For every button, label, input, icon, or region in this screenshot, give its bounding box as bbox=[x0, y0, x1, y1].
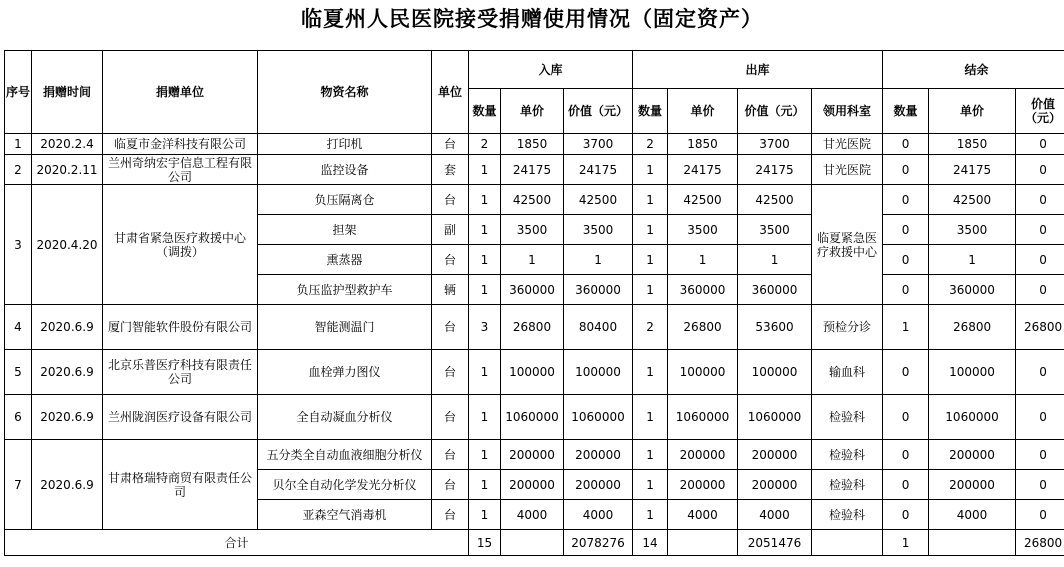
in-price-cell: 1060000 bbox=[501, 395, 564, 440]
out-value-cell: 3500 bbox=[738, 215, 812, 245]
total-bal-qty: 1 bbox=[883, 530, 929, 556]
in-value-cell: 1 bbox=[564, 245, 633, 275]
in-qty-cell: 1 bbox=[469, 350, 501, 395]
empty-cell bbox=[668, 530, 738, 556]
in-price-cell: 200000 bbox=[501, 470, 564, 500]
bal-price-cell: 1850 bbox=[929, 134, 1016, 155]
bal-price-cell: 3500 bbox=[929, 215, 1016, 245]
dept-cell: 检验科 bbox=[812, 395, 883, 440]
header-donor: 捐赠单位 bbox=[103, 51, 258, 134]
bal-value-cell: 0 bbox=[1016, 185, 1064, 215]
in-value-cell: 200000 bbox=[564, 440, 633, 470]
in-qty-cell: 1 bbox=[469, 155, 501, 185]
item-name-cell: 监控设备 bbox=[258, 155, 432, 185]
seq-cell: 7 bbox=[5, 440, 32, 530]
empty-cell bbox=[929, 530, 1016, 556]
out-qty-cell: 1 bbox=[633, 440, 668, 470]
header-seq: 序号 bbox=[5, 51, 32, 134]
bal-qty-cell: 0 bbox=[883, 350, 929, 395]
out-qty-cell: 1 bbox=[633, 215, 668, 245]
bal-qty-cell: 0 bbox=[883, 134, 929, 155]
donation-table bbox=[4, 50, 1064, 556]
out-value-cell: 4000 bbox=[738, 500, 812, 530]
bal-price-cell: 24175 bbox=[929, 155, 1016, 185]
out-qty-cell: 1 bbox=[633, 155, 668, 185]
table-row bbox=[5, 185, 1064, 215]
out-qty-cell: 1 bbox=[633, 185, 668, 215]
header-in-price: 单价 bbox=[501, 89, 564, 134]
in-price-cell: 42500 bbox=[501, 185, 564, 215]
in-qty-cell: 1 bbox=[469, 275, 501, 305]
out-qty-cell: 1 bbox=[633, 395, 668, 440]
header-date: 捐赠时间 bbox=[32, 51, 103, 134]
out-price-cell: 100000 bbox=[668, 350, 738, 395]
donor-cell: 厦门智能软件股份有限公司 bbox=[103, 305, 258, 350]
bal-qty-cell: 0 bbox=[883, 275, 929, 305]
page-title: 临夏州人民医院接受捐赠使用情况（固定资产） bbox=[301, 7, 763, 31]
total-in-qty: 15 bbox=[469, 530, 501, 556]
bal-value-cell: 0 bbox=[1016, 245, 1064, 275]
seq-cell: 6 bbox=[5, 395, 32, 440]
table-row bbox=[5, 440, 1064, 470]
item-name-cell: 智能测温门 bbox=[258, 305, 432, 350]
item-name-cell: 亚森空气消毒机 bbox=[258, 500, 432, 530]
date-cell: 2020.6.9 bbox=[32, 350, 103, 395]
out-value-cell: 53600 bbox=[738, 305, 812, 350]
dept-cell: 检验科 bbox=[812, 440, 883, 470]
out-price-cell: 24175 bbox=[668, 155, 738, 185]
out-price-cell: 3500 bbox=[668, 215, 738, 245]
unit-cell: 台 bbox=[432, 500, 469, 530]
header-row-1 bbox=[5, 51, 1064, 89]
out-price-cell: 1060000 bbox=[668, 395, 738, 440]
out-qty-cell: 1 bbox=[633, 245, 668, 275]
out-value-cell: 3700 bbox=[738, 134, 812, 155]
bal-price-cell: 42500 bbox=[929, 185, 1016, 215]
date-cell: 2020.2.4 bbox=[32, 134, 103, 155]
in-qty-cell: 1 bbox=[469, 185, 501, 215]
header-in-value: 价值（元） bbox=[564, 89, 633, 134]
out-price-cell: 200000 bbox=[668, 470, 738, 500]
bal-value-cell: 0 bbox=[1016, 470, 1064, 500]
in-price-cell: 1850 bbox=[501, 134, 564, 155]
dept-cell: 甘光医院 bbox=[812, 134, 883, 155]
item-name-cell: 负压监护型救护车 bbox=[258, 275, 432, 305]
total-row bbox=[5, 530, 1064, 556]
unit-cell: 台 bbox=[432, 185, 469, 215]
in-price-cell: 4000 bbox=[501, 500, 564, 530]
header-in-qty: 数量 bbox=[469, 89, 501, 134]
unit-cell: 台 bbox=[432, 134, 469, 155]
bal-price-cell: 1 bbox=[929, 245, 1016, 275]
total-in-value: 2078276 bbox=[564, 530, 633, 556]
bal-qty-cell: 0 bbox=[883, 155, 929, 185]
item-name-cell: 全自动凝血分析仪 bbox=[258, 395, 432, 440]
unit-cell: 台 bbox=[432, 350, 469, 395]
in-value-cell: 3700 bbox=[564, 134, 633, 155]
in-price-cell: 100000 bbox=[501, 350, 564, 395]
in-value-cell: 42500 bbox=[564, 185, 633, 215]
table-row bbox=[5, 350, 1064, 395]
bal-qty-cell: 0 bbox=[883, 245, 929, 275]
header-out-qty: 数量 bbox=[633, 89, 668, 134]
in-value-cell: 1060000 bbox=[564, 395, 633, 440]
unit-cell: 台 bbox=[432, 245, 469, 275]
dept-cell: 检验科 bbox=[812, 500, 883, 530]
bal-qty-cell: 0 bbox=[883, 500, 929, 530]
header-balance: 结余 bbox=[883, 51, 1064, 89]
in-value-cell: 80400 bbox=[564, 305, 633, 350]
out-value-cell: 200000 bbox=[738, 440, 812, 470]
bal-price-cell: 200000 bbox=[929, 470, 1016, 500]
out-price-cell: 42500 bbox=[668, 185, 738, 215]
item-name-cell: 血栓弹力图仪 bbox=[258, 350, 432, 395]
date-cell: 2020.6.9 bbox=[32, 395, 103, 440]
in-value-cell: 24175 bbox=[564, 155, 633, 185]
bal-price-cell: 100000 bbox=[929, 350, 1016, 395]
total-out-value: 2051476 bbox=[738, 530, 812, 556]
header-bal-qty: 数量 bbox=[883, 89, 929, 134]
out-value-cell: 1 bbox=[738, 245, 812, 275]
out-price-cell: 1850 bbox=[668, 134, 738, 155]
in-qty-cell: 1 bbox=[469, 245, 501, 275]
out-qty-cell: 2 bbox=[633, 305, 668, 350]
header-out-value: 价值（元） bbox=[738, 89, 812, 134]
seq-cell: 5 bbox=[5, 350, 32, 395]
out-price-cell: 26800 bbox=[668, 305, 738, 350]
bal-value-cell: 0 bbox=[1016, 215, 1064, 245]
unit-cell: 台 bbox=[432, 305, 469, 350]
unit-cell: 副 bbox=[432, 215, 469, 245]
total-bal-value: 26800 bbox=[1016, 530, 1064, 556]
bal-value-cell: 0 bbox=[1016, 395, 1064, 440]
bal-value-cell: 0 bbox=[1016, 275, 1064, 305]
donor-cell: 兰州陇润医疗设备有限公司 bbox=[103, 395, 258, 440]
in-qty-cell: 1 bbox=[469, 440, 501, 470]
date-cell: 2020.2.11 bbox=[32, 155, 103, 185]
in-price-cell: 1 bbox=[501, 245, 564, 275]
bal-price-cell: 1060000 bbox=[929, 395, 1016, 440]
donor-cell: 甘肃格瑞特商贸有限责任公司 bbox=[103, 440, 258, 530]
empty-cell bbox=[812, 530, 883, 556]
out-price-cell: 360000 bbox=[668, 275, 738, 305]
in-qty-cell: 1 bbox=[469, 500, 501, 530]
table-row bbox=[5, 155, 1064, 185]
seq-cell: 4 bbox=[5, 305, 32, 350]
bal-qty-cell: 0 bbox=[883, 395, 929, 440]
donor-cell: 北京乐普医疗科技有限责任公司 bbox=[103, 350, 258, 395]
out-value-cell: 200000 bbox=[738, 470, 812, 500]
unit-cell: 台 bbox=[432, 395, 469, 440]
donor-cell: 兰州奇纳宏宇信息工程有限公司 bbox=[103, 155, 258, 185]
bal-price-cell: 26800 bbox=[929, 305, 1016, 350]
bal-qty-cell: 0 bbox=[883, 215, 929, 245]
out-value-cell: 24175 bbox=[738, 155, 812, 185]
unit-cell: 台 bbox=[432, 440, 469, 470]
header-bal-price: 单价 bbox=[929, 89, 1016, 134]
dept-cell: 预检分诊 bbox=[812, 305, 883, 350]
unit-cell: 辆 bbox=[432, 275, 469, 305]
table-row bbox=[5, 134, 1064, 155]
unit-cell: 套 bbox=[432, 155, 469, 185]
dept-cell: 检验科 bbox=[812, 470, 883, 500]
bal-price-cell: 360000 bbox=[929, 275, 1016, 305]
empty-cell bbox=[501, 530, 564, 556]
bal-value-cell: 0 bbox=[1016, 134, 1064, 155]
table-row bbox=[5, 305, 1064, 350]
item-name-cell: 负压隔离仓 bbox=[258, 185, 432, 215]
in-value-cell: 3500 bbox=[564, 215, 633, 245]
donor-cell: 临夏市金洋科技有限公司 bbox=[103, 134, 258, 155]
out-qty-cell: 1 bbox=[633, 350, 668, 395]
in-price-cell: 360000 bbox=[501, 275, 564, 305]
header-bal-value: 价值（元） bbox=[1016, 89, 1064, 134]
date-cell: 2020.4.20 bbox=[32, 185, 103, 305]
header-out-price: 单价 bbox=[668, 89, 738, 134]
out-qty-cell: 1 bbox=[633, 500, 668, 530]
item-name-cell: 打印机 bbox=[258, 134, 432, 155]
in-value-cell: 200000 bbox=[564, 470, 633, 500]
bal-value-cell: 0 bbox=[1016, 155, 1064, 185]
table-row bbox=[5, 395, 1064, 440]
in-price-cell: 24175 bbox=[501, 155, 564, 185]
item-name-cell: 熏蒸器 bbox=[258, 245, 432, 275]
in-qty-cell: 1 bbox=[469, 395, 501, 440]
item-name-cell: 担架 bbox=[258, 215, 432, 245]
in-qty-cell: 1 bbox=[469, 470, 501, 500]
item-name-cell: 贝尔全自动化学发光分析仪 bbox=[258, 470, 432, 500]
dept-cell: 输血科 bbox=[812, 350, 883, 395]
in-value-cell: 360000 bbox=[564, 275, 633, 305]
dept-cell: 临夏紧急医疗救援中心 bbox=[812, 185, 883, 305]
out-value-cell: 1060000 bbox=[738, 395, 812, 440]
bal-qty-cell: 0 bbox=[883, 440, 929, 470]
seq-cell: 3 bbox=[5, 185, 32, 305]
out-value-cell: 42500 bbox=[738, 185, 812, 215]
item-name-cell: 五分类全自动血液细胞分析仪 bbox=[258, 440, 432, 470]
out-price-cell: 1 bbox=[668, 245, 738, 275]
bal-value-cell: 0 bbox=[1016, 500, 1064, 530]
out-value-cell: 100000 bbox=[738, 350, 812, 395]
seq-cell: 2 bbox=[5, 155, 32, 185]
total-label: 合计 bbox=[5, 530, 469, 556]
bal-value-cell: 0 bbox=[1016, 440, 1064, 470]
in-price-cell: 200000 bbox=[501, 440, 564, 470]
out-qty-cell: 1 bbox=[633, 275, 668, 305]
dept-cell: 甘光医院 bbox=[812, 155, 883, 185]
total-out-qty: 14 bbox=[633, 530, 668, 556]
in-price-cell: 26800 bbox=[501, 305, 564, 350]
unit-cell: 台 bbox=[432, 470, 469, 500]
bal-price-cell: 4000 bbox=[929, 500, 1016, 530]
bal-qty-cell: 0 bbox=[883, 470, 929, 500]
bal-qty-cell: 1 bbox=[883, 305, 929, 350]
seq-cell: 1 bbox=[5, 134, 32, 155]
header-dept: 领用科室 bbox=[812, 89, 883, 134]
in-value-cell: 4000 bbox=[564, 500, 633, 530]
header-unit: 单位 bbox=[432, 51, 469, 134]
out-value-cell: 360000 bbox=[738, 275, 812, 305]
bal-qty-cell: 0 bbox=[883, 185, 929, 215]
date-cell: 2020.6.9 bbox=[32, 305, 103, 350]
date-cell: 2020.6.9 bbox=[32, 440, 103, 530]
header-item: 物资名称 bbox=[258, 51, 432, 134]
in-price-cell: 3500 bbox=[501, 215, 564, 245]
in-qty-cell: 2 bbox=[469, 134, 501, 155]
in-qty-cell: 1 bbox=[469, 215, 501, 245]
bal-value-cell: 0 bbox=[1016, 350, 1064, 395]
out-qty-cell: 1 bbox=[633, 470, 668, 500]
out-price-cell: 200000 bbox=[668, 440, 738, 470]
out-qty-cell: 2 bbox=[633, 134, 668, 155]
header-in: 入库 bbox=[469, 51, 633, 89]
bal-value-cell: 26800 bbox=[1016, 305, 1064, 350]
donor-cell: 甘肃省紧急医疗救援中心（调拨） bbox=[103, 185, 258, 305]
out-price-cell: 4000 bbox=[668, 500, 738, 530]
in-value-cell: 100000 bbox=[564, 350, 633, 395]
in-qty-cell: 3 bbox=[469, 305, 501, 350]
header-out: 出库 bbox=[633, 51, 883, 89]
bal-price-cell: 200000 bbox=[929, 440, 1016, 470]
